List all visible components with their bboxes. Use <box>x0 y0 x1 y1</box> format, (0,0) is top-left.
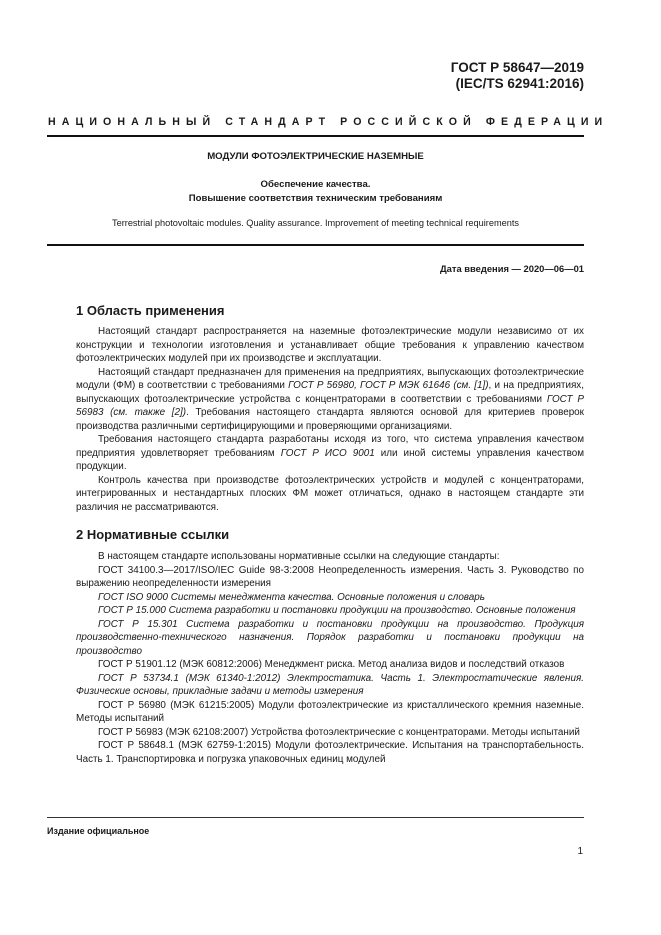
document-title: МОДУЛИ ФОТОЭЛЕКТРИЧЕСКИЕ НАЗЕМНЫЕ <box>207 151 424 162</box>
section-1-heading: 1 Область применения <box>76 303 225 318</box>
reference-item: ГОСТ Р 15.000 Система разработки и постановки продукции на производство. Основные положения <box>98 605 576 616</box>
reference-item: ГОСТ Р 53734.1 (МЭК 61340-1:2012) Электростатика. Часть 1. Электростатические явления. Физические основы, прикладные задачи и методы измерения <box>76 672 584 697</box>
standard-reference: ГОСТ Р 56983 (см. также [2]) <box>76 393 584 418</box>
reference-item: ГОСТ ISO 9000 Системы менеджмента качества. Основные положения и словарь <box>98 591 485 603</box>
scope-paragraph-3: Требования настоящего стандарта разработаны исходя из того, что система управления качеством предприятия удовлетворяет требованиям ГОСТ Р ИСО 9001 или иной системы управления качеством продукции. <box>76 434 584 472</box>
scope-paragraph-4: Контроль качества при производстве фотоэлектрических устройств и модулей с концентраторами, интегрированных и нестандартных плоских ФМ может отличаться, однако в настоящем стандарте эти различия не рассматриваются. <box>76 474 584 513</box>
reference-item: ГОСТ Р 15.301 Система разработки и постановки продукции на производство. Продукция производственно-технического назначения. Порядок разработки и постановки продукции на производство <box>76 618 584 657</box>
english-title: Terrestrial photovoltaic modules. Quality assurance. Improvement of meeting technical requirements <box>112 218 519 228</box>
title-divider <box>47 244 584 246</box>
references-intro: В настоящем стандарте использованы нормативные ссылки на следующие стандарты: <box>98 551 500 562</box>
section-2-heading: 2 Нормативные ссылки <box>76 527 230 542</box>
page-number: 1 <box>577 846 583 857</box>
reference-item: ГОСТ 34100.3—2017/ISO/IEC Guide 98-3:2008 Неопределенность измерения. Часть 3. Руководство по выражению неопределенности измерения <box>76 564 584 589</box>
gost-number: ГОСТ Р 58647—2019 <box>450 60 584 75</box>
introduction-date: Дата введения — 2020—06—01 <box>439 263 584 274</box>
document-subtitle-1: Обеспечение качества. <box>260 179 371 190</box>
iec-number: (IEC/TS 62941:2016) <box>455 76 584 91</box>
reference-item: ГОСТ Р 56983 (МЭК 62108:2007) Устройства фотоэлектрические с концентраторами. Методы испытаний <box>98 726 580 738</box>
standard-reference: ГОСТ Р ИСО 9001 <box>280 447 375 459</box>
header-divider <box>47 135 584 137</box>
national-standard-banner: НАЦИОНАЛЬНЫЙ СТАНДАРТ РОССИЙСКОЙ ФЕДЕРАЦИИ <box>48 116 609 128</box>
document-subtitle-2: Повышение соответствия техническим требованиям <box>188 193 443 204</box>
official-edition-label: Издание официальное <box>47 826 150 836</box>
scope-paragraph-2: Настоящий стандарт предназначен для применения на предприятиях, выпускающих фотоэлектрические модули (ФМ) в соответствии с требованиями ГОСТ Р 56980, ГОСТ Р МЭК 61646 (см. [1]), и на предприятиях, выпускающих фотоэлектрические устройства с концентраторами в соответствии с требованиями ГОСТ Р 56983 (см. также [2]). Требования настоящего стандарта являются основой для критериев проверок производства различными сертифицирующими и проверяющими организациями. <box>76 366 584 432</box>
scope-paragraph-1: Настоящий стандарт распространяется на наземные фотоэлектрические модули независимо от их конструкции и технологии изготовления и устанавливает общие требования к управлению качеством фотоэлектрических модулей при их производстве и эксплуатации. <box>76 326 584 364</box>
reference-item: ГОСТ Р 51901.12 (МЭК 60812:2006) Менеджмент риска. Метод анализа видов и последствий отказов <box>98 659 565 670</box>
footer-divider <box>47 817 584 818</box>
section-2-body <box>76 550 584 766</box>
standard-reference: ГОСТ Р 56980, ГОСТ Р МЭК 61646 (см. [1]) <box>288 380 489 391</box>
document-code <box>451 60 584 92</box>
reference-item: ГОСТ Р 56980 (МЭК 61215:2005) Модули фотоэлектрические из кристаллического кремния наземные. Методы испытаний <box>76 699 584 724</box>
reference-item: ГОСТ Р 58648.1 (МЭК 62759-1:2015) Модули фотоэлектрические. Испытания на транспортабельность. Часть 1. Транспортировка и погрузка упаковочных единиц модулей <box>76 740 584 765</box>
section-1-body <box>76 325 584 514</box>
